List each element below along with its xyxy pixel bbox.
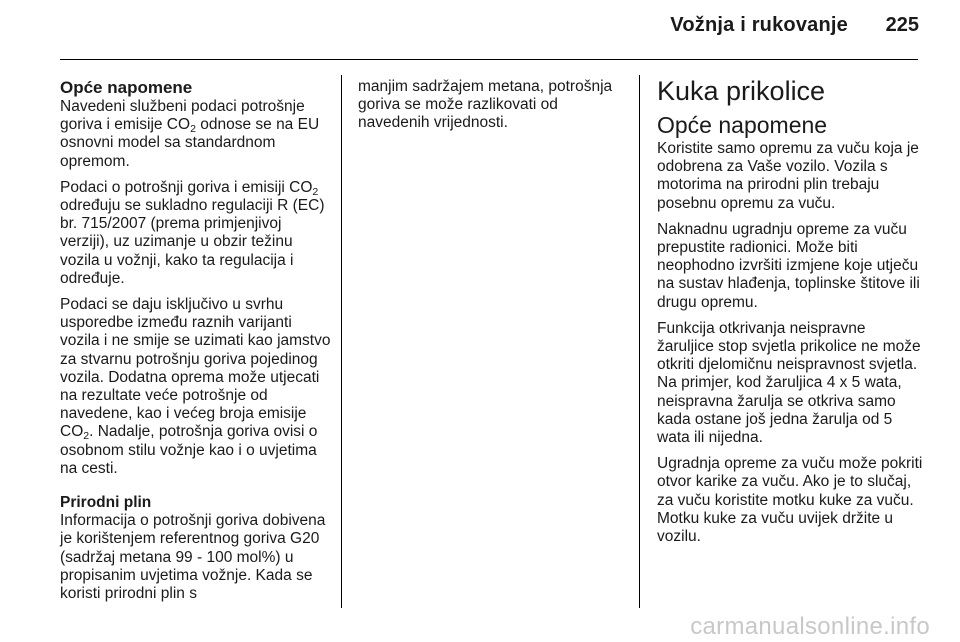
- section-heading: Opće napomene: [657, 112, 828, 138]
- column-3: [657, 78, 923, 554]
- paragraph: Naknadnu ugradnju opreme za vuču prepustite radionici. Može biti neophodno izvršiti izmjene koje utječu na sustav hlađenja, toplinske štitove ili drugu opremu.: [657, 220, 920, 311]
- column-divider-1: [341, 75, 342, 608]
- column-divider-2: [639, 75, 640, 608]
- page-number: 225: [885, 14, 919, 36]
- paragraph: Informacija o potrošnji goriva dobivena je korištenjem referentnog goriva G20 (sadržaj metana 99 - 100 mol%) u propisanim uvjetima vožnje. Kada se koristi prirodni plin s: [60, 512, 326, 603]
- chapter-title: Kuka prikolice: [657, 76, 826, 106]
- paragraph: Ugradnja opreme za vuču može pokriti otvor karike za vuču. Ako je to slučaj, za vuču koristite motku kuke za vuču. Motku kuke za vuču uvijek držite u vozilu.: [657, 455, 923, 546]
- column-2: [358, 78, 630, 141]
- paragraph: Podaci se daju isključivo u svrhu usporedbe između raznih varijanti vozila i ne smije se uzimati kao jamstvo za stvarnu potrošnju goriva pojedinog vozila. Dodatna oprema može utjecati na rezultate veće potrošnje od navedene, kao i većeg broja emisije $CO_2$. Nadalje, potrošnja goriva ovisi o osobnom stilu vožnje kao i o uvjetima na cesti.: [60, 296, 331, 477]
- paragraph: Podaci o potrošnji goriva i emisiji $CO_2$ određuju se sukladno regulaciji R (EC) br. 715/2007 (prema primjenjivoj verziji), uz uzimanje u obzir težinu vozila u vožnji, kako ta regulacija i određuje.: [60, 178, 325, 287]
- header-title: Vožnja i rukovanje: [670, 14, 848, 36]
- paragraph: Navedeni službeni podaci potrošnje goriva i emisije $CO_2$ odnose se na EU osnovni model sa standardnom opremom.: [60, 98, 320, 170]
- subsection-heading: Prirodni plin: [60, 494, 152, 512]
- paragraph: manjim sadržajem metana, potrošnja goriva se može razlikovati od navedenih vrijednosti.: [358, 78, 613, 132]
- paragraph: Koristite samo opremu za vuču koja je odobrena za Vaše vozilo. Vozila s motorima na prirodni plin trebaju posebnu opremu za vuču.: [657, 140, 919, 212]
- column-1: [60, 78, 332, 603]
- paragraph: Funkcija otkrivanja neispravne žaruljice stop svjetla prikolice ne može otkriti djelomičnu neispravnost svjetla. Na primjer, kod žaruljica 4 x 5 wata, neispravna žarulja se otkriva samo kada ostane još jedna žarulja od 5 wata ili nijedna.: [657, 319, 921, 447]
- header-divider: [60, 59, 918, 60]
- section-heading: Opće napomene: [60, 78, 193, 97]
- watermark: carmanualsonline.info: [690, 613, 930, 640]
